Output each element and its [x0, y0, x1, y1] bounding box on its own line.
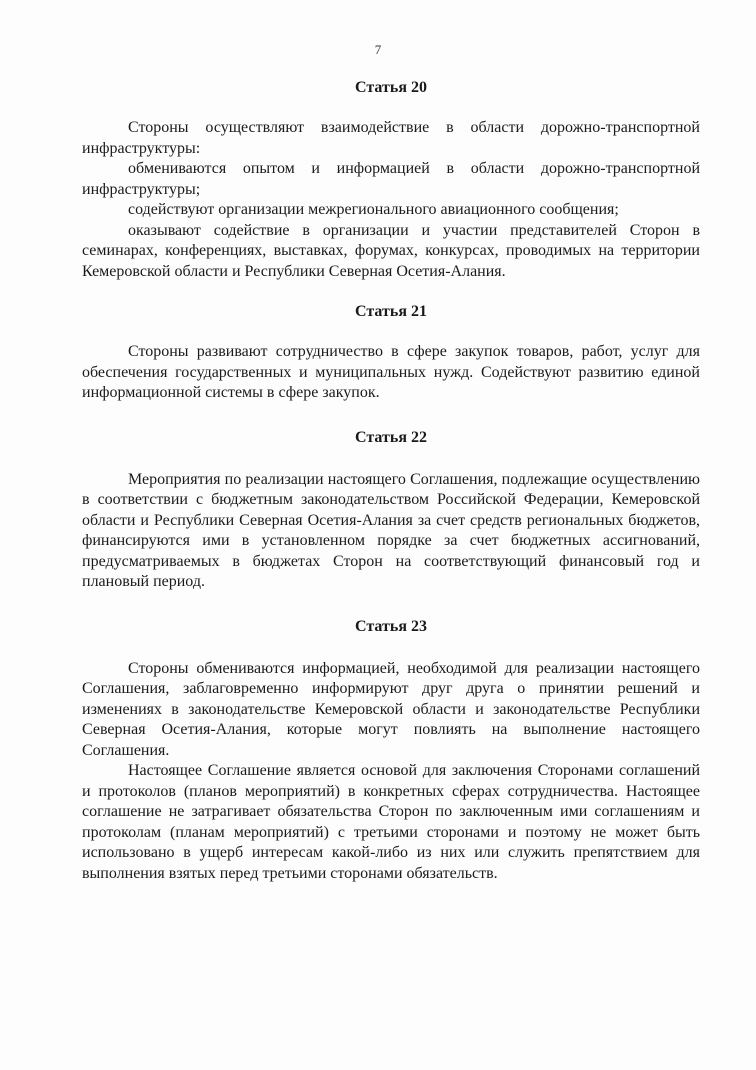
page-number: 7 — [374, 42, 382, 57]
paragraph: Стороны развивают сотрудничество в сфере закупок товаров, работ, услуг для обеспечения государственных и муниципальных нужд. Содействуют развитию единой информационной системы в сфере закупок. — [82, 343, 700, 401]
article-20 — [82, 78, 700, 282]
paragraph: Настоящее Соглашение является основой для заключения Сторонами соглашений и протоколов (планов мероприятий) в конкретных сферах сотрудничества. Настоящее соглашение не затрагивает обязательства Сторон по заключенным ими соглашениям и протоколам (планам мероприятий) с третьими сторонами и поэтому не может быть использовано в ущерб интересам какой-либо из них или служить препятствием для выполнения взятых перед третьими сторонами обязательств. — [82, 762, 700, 882]
paragraph: Стороны обмениваются информацией, необходимой для реализации настоящего Соглашения, заблаговременно информируют друг друга о принятии решений и изменениях в законодательстве Кемеровской области и законодательстве Республики Северная Осетия-Алания, которые могут повлиять на выполнение настоящего Соглашения. — [82, 659, 700, 759]
paragraph: содействуют организации межрегионального авиационного сообщения; — [128, 201, 619, 218]
paragraph: обмениваются опытом и информацией в области дорожно-транспортной инфраструктуры; — [82, 160, 700, 198]
document-body — [82, 78, 700, 884]
paragraph: оказывают содействие в организации и участии представителей Сторон в семинарах, конференциях, выставках, форумах, конкурсах, проводимых на территории Кемеровской области и Республики Северная Осетия-Алания. — [82, 221, 700, 280]
paragraph: Стороны осуществляют взаимодействие в области дорожно-транспортной инфраструктуры: — [82, 119, 700, 157]
article-heading: Статья 21 — [355, 303, 427, 320]
article-23 — [82, 617, 700, 885]
article-heading: Статья 22 — [355, 428, 427, 446]
paragraph: Мероприятия по реализации настоящего Соглашения, подлежащие осуществлению в соответствии с бюджетным законодательством Российской Федерации, Кемеровской области и Республики Северная Осетия-Алания за счет средств региональных бюджетов, финансируются ими в установленном порядке за счет бюджетных ассигнований, предусматриваемых в бюджетах Сторон на соответствующий финансовый год и плановый период. — [82, 470, 700, 590]
article-21 — [82, 302, 700, 404]
article-22 — [82, 428, 700, 593]
article-heading: Статья 23 — [355, 617, 427, 635]
article-heading: Статья 20 — [355, 79, 427, 96]
